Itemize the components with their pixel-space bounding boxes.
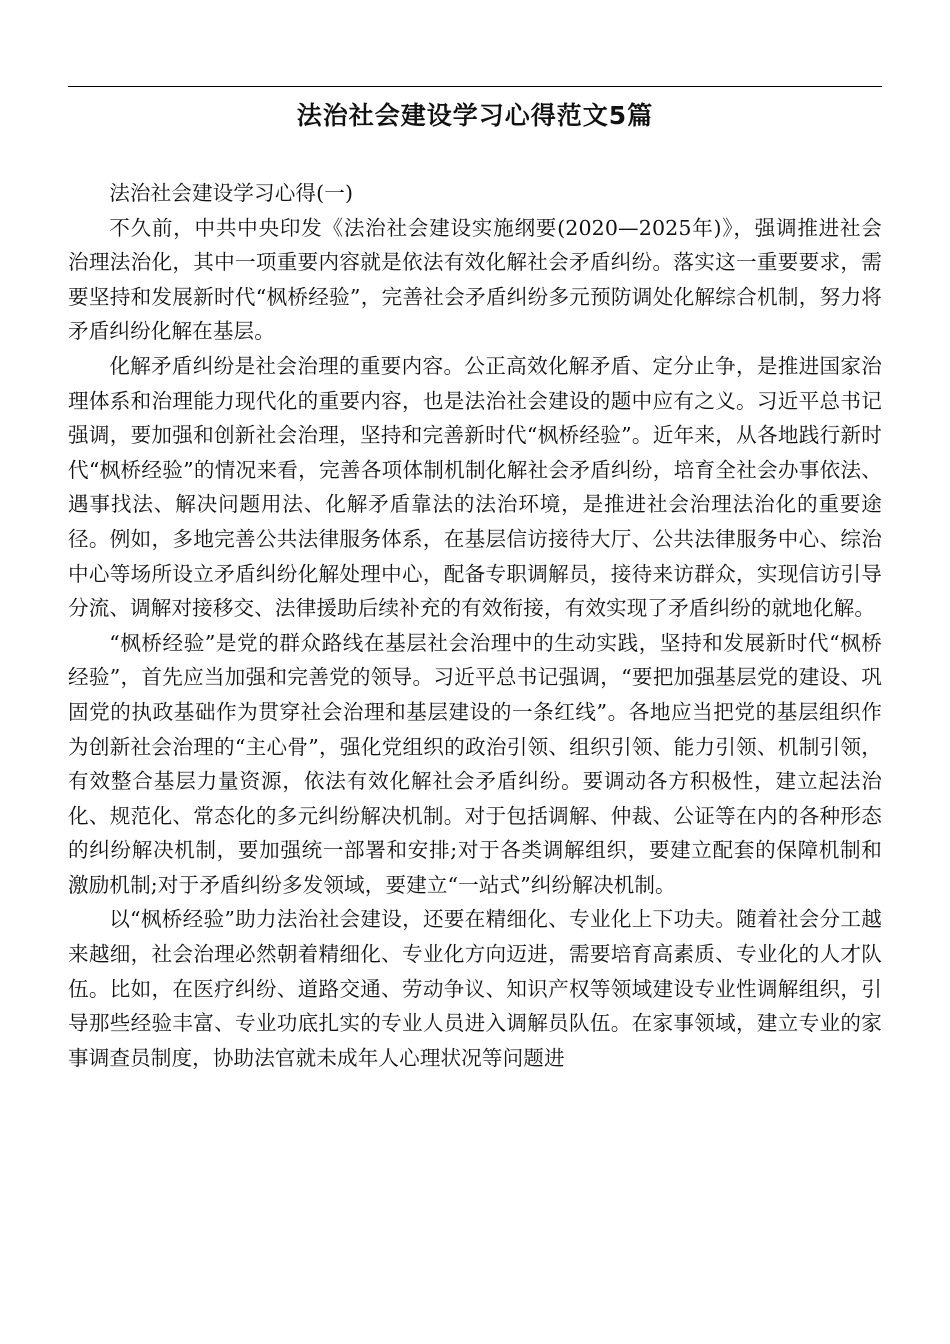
paragraph-4: 以“枫桥经验”助力法治社会建设，还要在精细化、专业化上下功夫。随着社会分工越来越细，社会治理必然朝着精细化、专业化方向迈进，需要培育高素质、专业化的人才队伍。比如，在医疗纠纷、道路交通、劳动争议、知识产权等领域建设专业性调解组织，引导那些经验丰富、专业功底扎实的专业人员进入调解员队伍。在家事领域，建立专业的家事调查员制度，协助法官就未成年人心理状况等问题进 — [68, 907, 882, 1070]
paragraph-1: 不久前，中共中央印发《法治社会建设实施纲要(2020—2025年)》，强调推进社会治理法治化，其中一项重要内容就是依法有效化解社会矛盾纠纷。落实这一重要要求，需要坚持和发展新时代“枫桥经验”，完善社会矛盾纠纷多元预防调处化解综合机制，努力将矛盾纠纷化解在基层。 — [68, 215, 882, 344]
header-rule — [68, 86, 882, 87]
document-body — [68, 176, 882, 1075]
document-title: 法治社会建设学习心得范文5篇 — [296, 101, 654, 130]
paragraph-3: “枫桥经验”是党的群众路线在基层社会治理中的生动实践，坚持和发展新时代“枫桥经验”，首先应当加强和完善党的领导。习近平总书记强调，“要把加强基层党的建设、巩固党的执政基础作为贯穿社会治理和基层建设的一条红线”。各地应当把党的基层组织作为创新社会治理的“主心骨”，强化党组织的政治引领、组织引领、能力引领、机制引领，有效整合基层力量资源，依法有效化解社会矛盾纠纷。要调动各方积极性，建立起法治化、规范化、常态化的多元纠纷解决机制。对于包括调解、仲裁、公证等在内的各种形态的纠纷解决机制，要加强统一部署和安排;对于各类调解组织，要建立配套的保障机制和激励机制;对于矛盾纠纷多发领域，要建立“一站式”纠纷解决机制。 — [68, 630, 882, 897]
section-heading: 法治社会建设学习心得(一) — [109, 181, 354, 205]
paragraph-2: 化解矛盾纠纷是社会治理的重要内容。公正高效化解矛盾、定分止争，是推进国家治理体系和治理能力现代化的重要内容，也是法治社会建设的题中应有之义。习近平总书记强调，要加强和创新社会治理，坚持和完善新时代“枫桥经验”。近年来，从各地践行新时代“枫桥经验”的情况来看，完善各项体制机制化解社会矛盾纠纷，培育全社会办事依法、遇事找法、解决问题用法、化解矛盾靠法的法治环境，是推进社会治理法治化的重要途径。例如，多地完善公共法律服务体系，在基层信访接待大厅、公共法律服务中心、综治中心等场所设立矛盾纠纷化解处理中心，配备专职调解员，接待来访群众，实现信访引导分流、调解对接移交、法律援助后续补充的有效衔接，有效实现了矛盾纠纷的就地化解。 — [68, 353, 882, 621]
